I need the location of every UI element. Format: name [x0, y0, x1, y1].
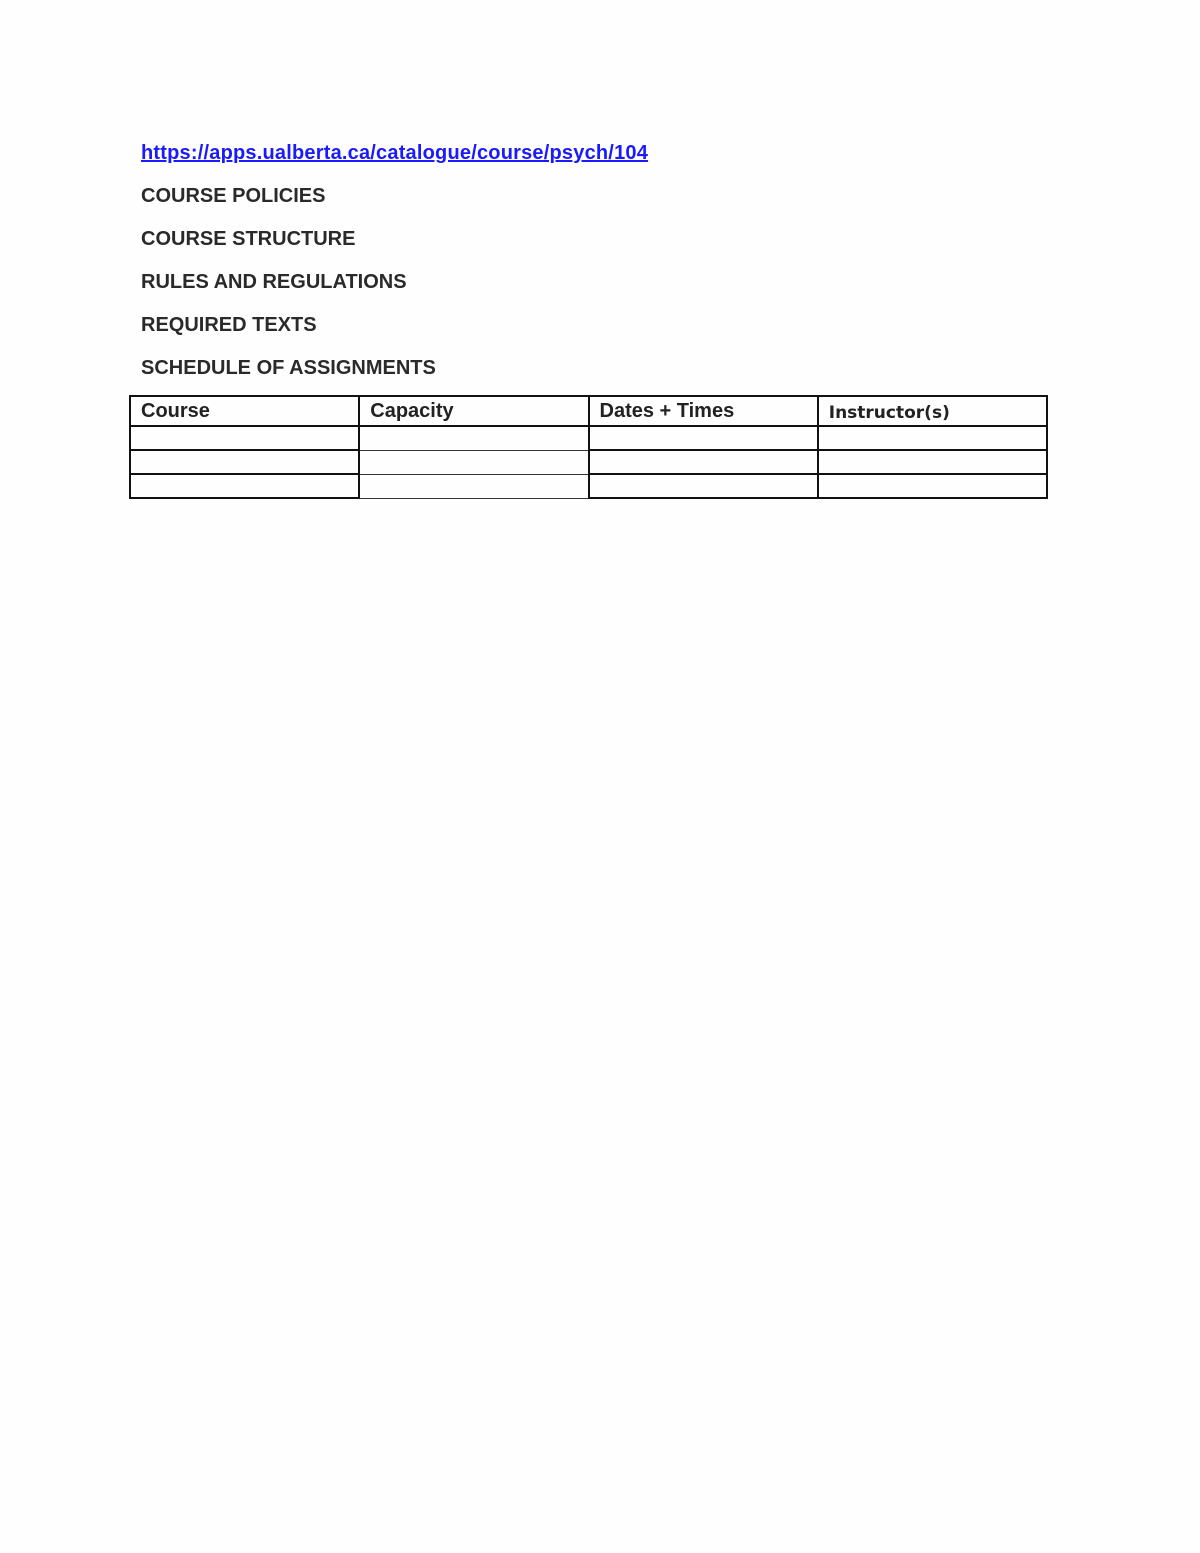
column-header-course: Course [130, 396, 359, 426]
table-cell[interactable] [359, 474, 588, 498]
table-cell[interactable] [818, 474, 1047, 498]
heading-required-texts: REQUIRED TEXTS [141, 314, 317, 336]
table-row [130, 474, 1047, 498]
table-header-row [130, 396, 1047, 426]
heading-rules-and-regulations: RULES AND REGULATIONS [141, 271, 407, 293]
table-cell[interactable] [130, 450, 359, 474]
schedule-table-container [129, 395, 1048, 499]
table-row [130, 450, 1047, 474]
heading-schedule-of-assignments: SCHEDULE OF ASSIGNMENTS [141, 357, 436, 379]
heading-course-structure: COURSE STRUCTURE [141, 228, 356, 250]
table-row [130, 426, 1047, 450]
table-cell[interactable] [589, 474, 818, 498]
column-header-capacity: Capacity [359, 396, 588, 426]
column-header-dates-times: Dates + Times [589, 396, 818, 426]
table-cell[interactable] [359, 426, 588, 450]
course-catalogue-link[interactable]: https://apps.ualberta.ca/catalogue/course/psych/104 [141, 142, 649, 164]
table-cell[interactable] [359, 450, 588, 474]
table-cell[interactable] [818, 450, 1047, 474]
table-cell[interactable] [818, 426, 1047, 450]
heading-course-policies: COURSE POLICIES [141, 185, 326, 207]
table-cell[interactable] [130, 474, 359, 498]
table-cell[interactable] [589, 426, 818, 450]
section-headings [141, 184, 436, 399]
column-header-instructors: Instructor(s) [818, 396, 1047, 426]
table-cell[interactable] [130, 426, 359, 450]
schedule-table [129, 395, 1048, 499]
table-cell[interactable] [589, 450, 818, 474]
